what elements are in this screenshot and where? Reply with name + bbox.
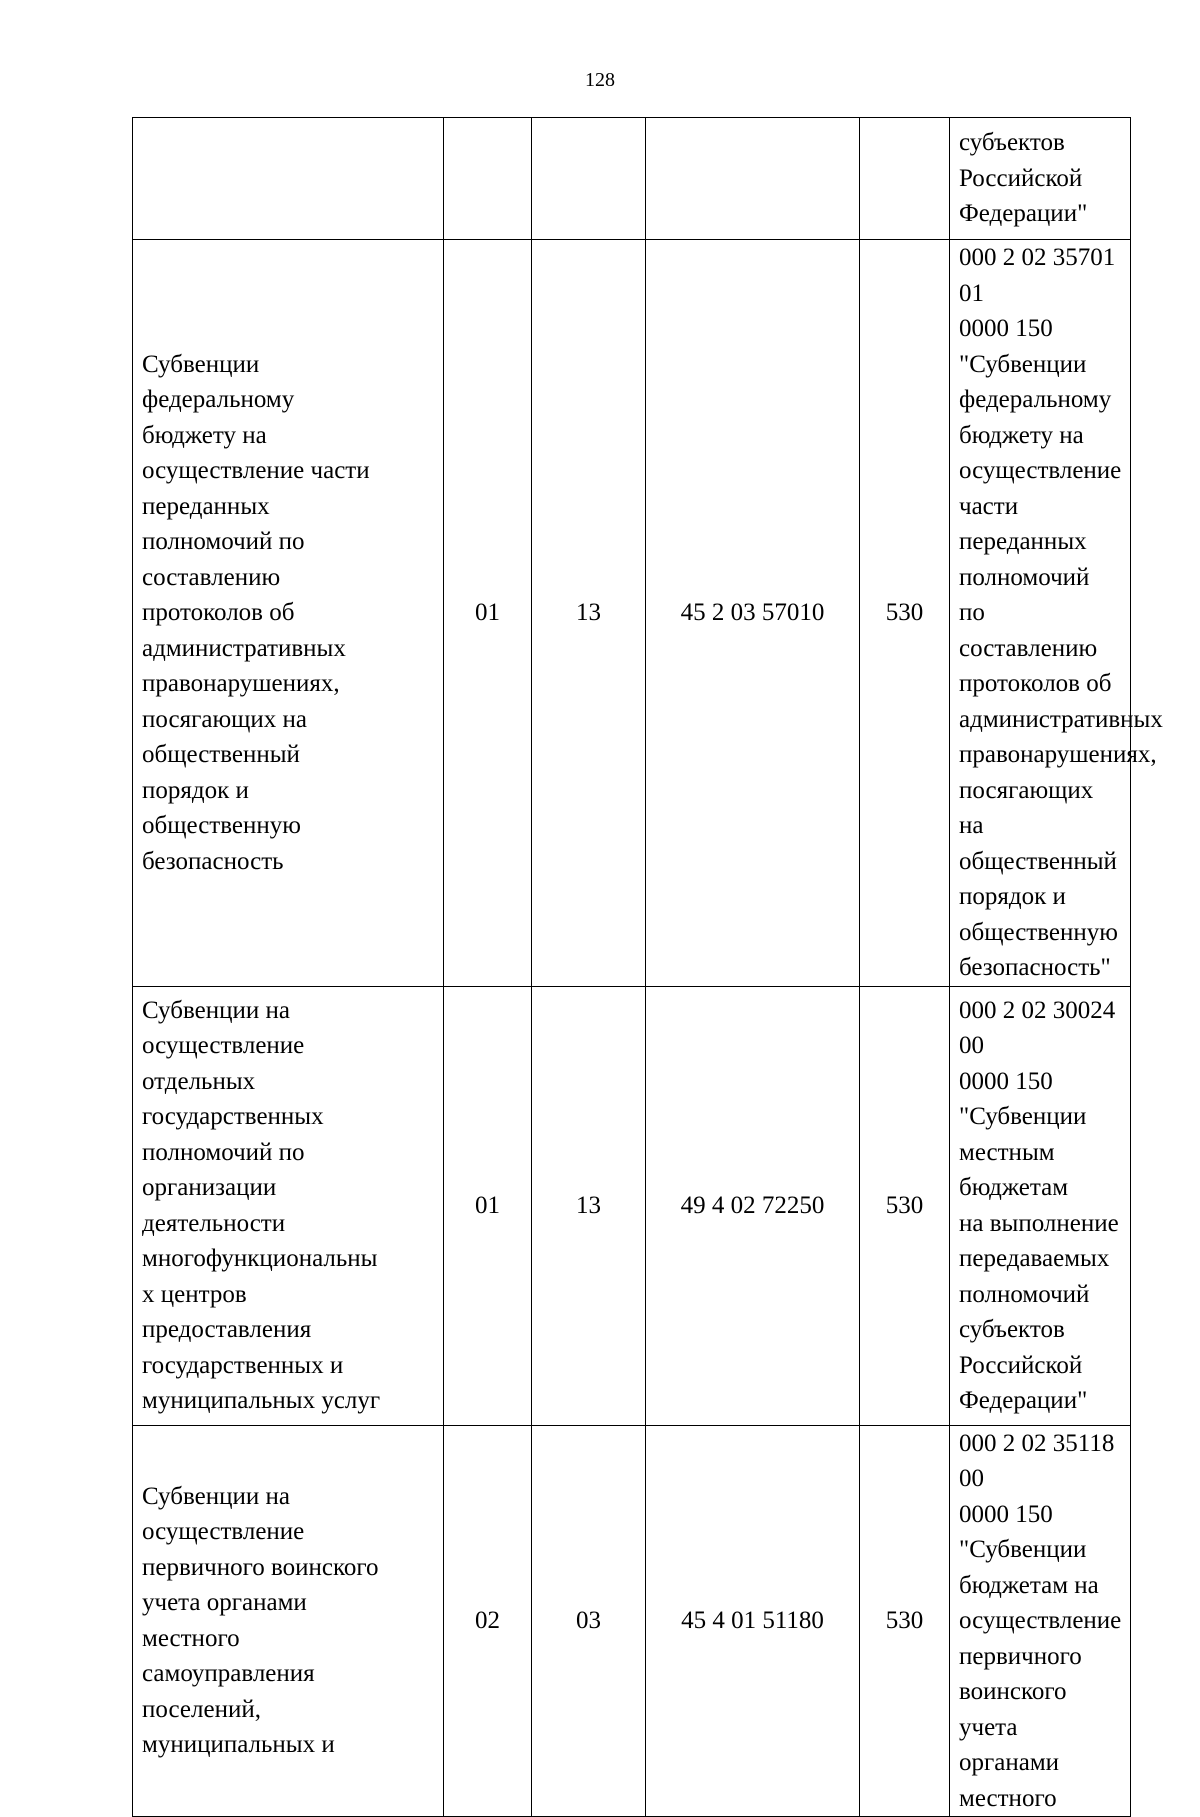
page-number: 128 — [585, 69, 615, 91]
target-article-cell: 45 2 03 57010 — [646, 240, 860, 987]
revenue-code-cell: субъектов Российской Федерации" — [950, 118, 1131, 240]
name-cell: Субвенции на осуществление первичного воинского учета органами местного самоуправления поселений, муниципальных и — [133, 1425, 444, 1817]
table-row — [133, 986, 1131, 1425]
subsection-cell: 03 — [532, 1425, 646, 1817]
revenue-code-cell: 000 2 02 35701 01 0000 150 "Субвенции федеральному бюджету на осуществление части переданных полномочий по составлению протоколов об административных правонарушениях, посягающих на общественный порядок и общественную безопасность" — [950, 240, 1131, 987]
subsection-cell: 13 — [532, 986, 646, 1425]
section-cell: 01 — [444, 986, 532, 1425]
name-cell: Субвенции на осуществление отдельных государственных полномочий по организации деятельности многофункциональны х центров предоставления государственных и муниципальных услуг — [133, 986, 444, 1425]
name-cell — [133, 118, 444, 240]
target-article-cell — [646, 118, 860, 240]
target-article-cell: 45 4 01 51180 — [646, 1425, 860, 1817]
revenue-code-cell: 000 2 02 35118 00 0000 150 "Субвенции бюджетам на осуществление первичного воинского учета органами местного — [950, 1425, 1131, 1817]
table-row — [133, 1425, 1131, 1817]
target-article-cell: 49 4 02 72250 — [646, 986, 860, 1425]
table-row — [133, 240, 1131, 987]
expense-type-cell: 530 — [860, 986, 950, 1425]
section-cell: 02 — [444, 1425, 532, 1817]
expense-type-cell: 530 — [860, 1425, 950, 1817]
section-cell — [444, 118, 532, 240]
subsection-cell — [532, 118, 646, 240]
subsection-cell: 13 — [532, 240, 646, 987]
revenue-code-cell: 000 2 02 30024 00 0000 150 "Субвенции местным бюджетам на выполнение передаваемых полномочий субъектов Российской Федерации" — [950, 986, 1131, 1425]
name-cell: Субвенции федеральному бюджету на осуществление части переданных полномочий по составлению протоколов об административных правонарушениях, посягающих на общественный порядок и общественную безопасность — [133, 240, 444, 987]
expense-type-cell: 530 — [860, 240, 950, 987]
section-cell: 01 — [444, 240, 532, 987]
expense-type-cell — [860, 118, 950, 240]
table-row — [133, 118, 1131, 240]
budget-table — [132, 117, 1163, 1817]
